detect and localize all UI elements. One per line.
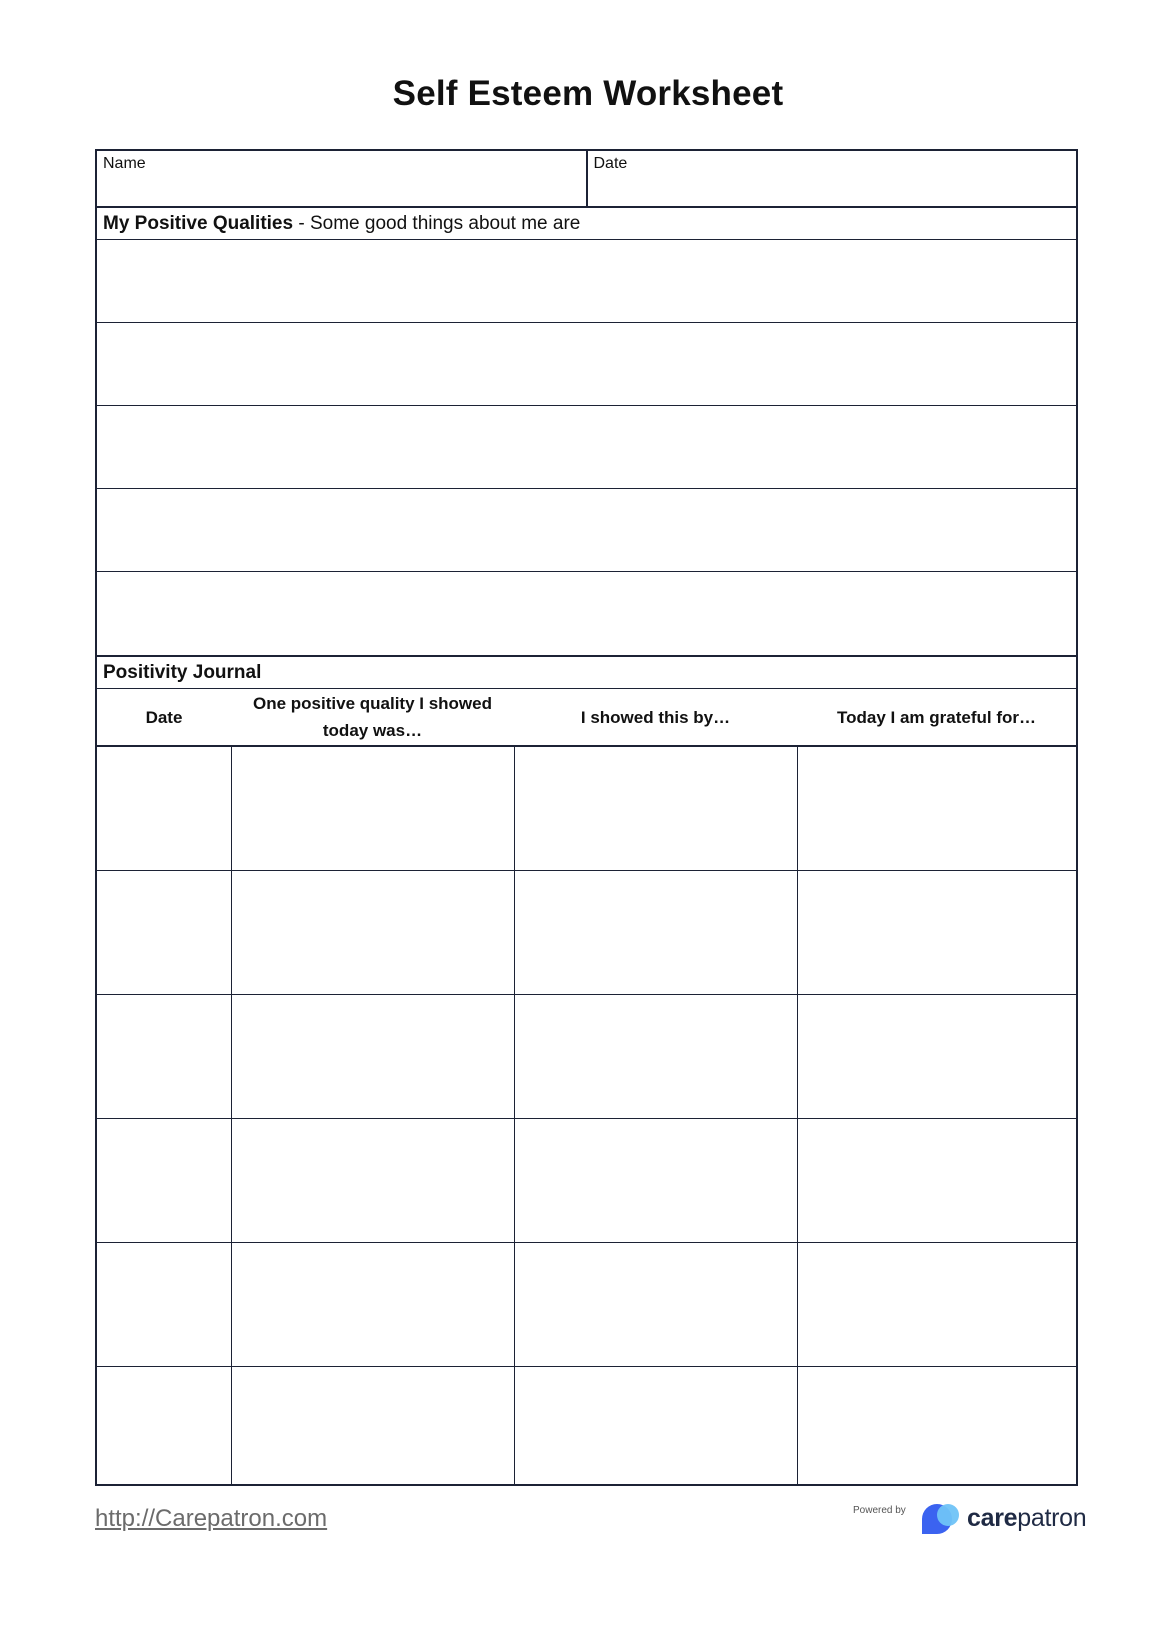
journal-cell[interactable] [231,995,514,1118]
journal-row [97,1119,1076,1243]
positive-quality-line[interactable] [97,572,1076,656]
journal-cell[interactable] [231,871,514,994]
journal-row [97,1367,1076,1486]
journal-cell[interactable] [514,1367,797,1486]
journal-row [97,871,1076,995]
journal-title: Positivity Journal [97,657,1076,689]
name-date-row [97,151,1076,208]
journal-header-row [97,689,1076,747]
journal-cell[interactable] [231,1119,514,1242]
journal-header-date: Date [145,707,183,727]
positive-qualities-heading-bold: My Positive Qualities [103,213,294,234]
journal-cell[interactable] [97,871,231,994]
carepatron-wordmark: carepatron [967,1504,1087,1532]
journal-row [97,1243,1076,1367]
carepatron-logo-icon [916,1502,966,1536]
journal-cell[interactable] [797,1119,1076,1242]
positive-qualities-heading-rest: - Some good things about me are [293,213,581,234]
powered-by-label: Powered by [853,1505,906,1516]
date-field[interactable] [586,151,1077,206]
journal-cell[interactable] [797,1367,1076,1486]
journal-cell[interactable] [231,1243,514,1366]
page-title: Self Esteem Worksheet [392,74,784,113]
positive-quality-line[interactable] [97,323,1076,406]
journal-row [97,995,1076,1119]
journal-cell[interactable] [797,871,1076,994]
journal-cell[interactable] [514,747,797,870]
journal-cell[interactable] [514,995,797,1118]
journal-cell[interactable] [97,1119,231,1242]
positivity-journal-section [95,655,1078,1486]
journal-cell[interactable] [514,1243,797,1366]
journal-header-quality: One positive quality I showed today was… [253,694,492,740]
journal-cell[interactable] [231,747,514,870]
journal-cell[interactable] [97,747,231,870]
journal-cell[interactable] [514,1119,797,1242]
journal-cell[interactable] [97,995,231,1118]
journal-row [97,747,1076,871]
carepatron-brand [853,1500,1087,1544]
carepatron-link[interactable]: http://Carepatron.com [95,1505,328,1532]
positive-quality-line[interactable] [97,240,1076,323]
journal-cell[interactable] [797,747,1076,870]
journal-cell[interactable] [231,1367,514,1486]
name-label: Name [103,155,146,172]
date-label: Date [593,155,628,172]
journal-cell[interactable] [797,1243,1076,1366]
positive-qualities-heading [97,208,1076,240]
journal-header-showed-by: I showed this by… [580,707,731,727]
journal-cell[interactable] [514,871,797,994]
journal-header-grateful: Today I am grateful for… [837,707,1036,727]
journal-cell[interactable] [797,995,1076,1118]
journal-cell[interactable] [97,1367,231,1486]
positive-quality-line[interactable] [97,406,1076,489]
positive-quality-line[interactable] [97,489,1076,572]
name-field[interactable] [97,151,586,206]
info-and-qualities-section [95,149,1078,657]
journal-cell[interactable] [97,1243,231,1366]
